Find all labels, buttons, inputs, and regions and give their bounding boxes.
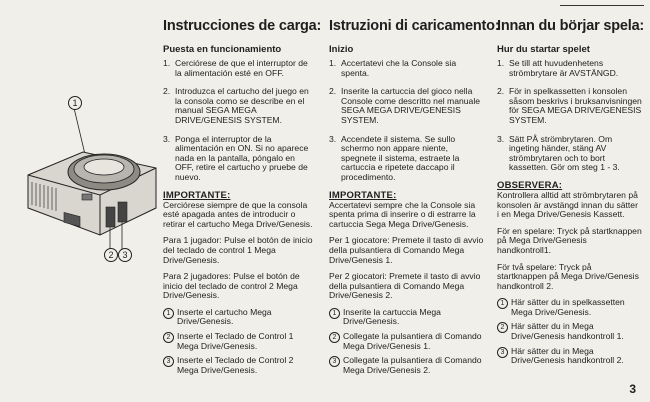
legend-number: 2: [163, 332, 174, 343]
callout-1: 1: [68, 96, 82, 110]
console-drawing: [18, 90, 158, 265]
legend-text: Inserte el Teclado de Control 2 Mega Drive/Genesis.: [177, 355, 294, 375]
legend-text: Inserite la cartuccia Mega Drive/Genesis.: [343, 306, 441, 327]
spanish-legend: [163, 308, 313, 376]
step-number: 3.: [497, 133, 505, 144]
step-text: Ponga el interruptor de la alimentación en ON. Si no aparece nada en la pantalla, póngalo en OFF, retire el cartucho y pruebe de nuevo.: [175, 133, 309, 182]
step-number: 2.: [329, 86, 337, 97]
step-number: 1.: [497, 58, 505, 68]
step-text: Introduzca el cartucho del juego en la consola como se describe en el manual SEGA MEGA DRIVE/GENESIS SYSTEM.: [175, 86, 309, 125]
italian-important-label: IMPORTANTE:: [329, 189, 397, 201]
step-item: [497, 59, 642, 78]
legend-number: 1: [497, 298, 508, 309]
legend-item: [497, 298, 642, 317]
swedish-important-text: Kontrollera alltid att strömbrytaren på konsolen är avstängd innan du sätter i en Mega Drive/Genesis Kassett.: [497, 189, 638, 220]
step-number: 2.: [163, 86, 171, 97]
italian-one-player: Per 1 giocatore: Premete il tasto di avvio della pulsantiera di Comando Mega Drive/Genesis 1.: [329, 235, 484, 265]
italian-title: Istruzioni di caricamento:: [329, 18, 500, 34]
legend-item: [163, 308, 313, 327]
spanish-important-label: IMPORTANTE:: [163, 189, 231, 201]
step-text: Inserite la cartuccia del gioco nella Console come descritto nel manuale SEGA MEGA DRIVE/GENESIS SYSTEM.: [341, 86, 481, 125]
spanish-subtitle: Puesta en funcionamiento: [163, 44, 282, 55]
legend-text: Inserte el cartucho Mega Drive/Genesis.: [177, 306, 272, 327]
step-item: [329, 135, 484, 183]
legend-text: Här sätter du in spelkassetten Mega Drive/Genesis.: [511, 297, 625, 317]
step-item: [329, 87, 484, 125]
legend-text: Collegate la pulsantiera di Comando Mega Drive/Genesis 2.: [343, 355, 482, 375]
italian-subtitle: Inizio: [329, 44, 354, 55]
legend-number: 3: [329, 356, 340, 367]
italian-two-players: Per 2 giocatori: Premete il tasto di avvio della pulsantiera di Comando Mega Drive/Genesis 2.: [329, 271, 481, 301]
spanish-one-player: Para 1 jugador: Pulse el botón de inicio del teclado de control 1 Mega Drive/Genesis.: [163, 235, 313, 265]
legend-text: Inserte el Teclado de Control 1 Mega Drive/Genesis.: [177, 331, 294, 351]
step-item: [497, 87, 642, 125]
swedish-one-player: För en spelare: Tryck på startknappen på Mega Drive/Genesis handkontroll1.: [497, 225, 642, 255]
step-item: [163, 87, 313, 125]
legend-text: Här sätter du in Mega Drive/Genesis handkontroll 1.: [511, 321, 624, 342]
step-text: Accertatevi che la Console sia spenta.: [341, 58, 457, 78]
italian-important-text: Accertatevi sempre che la Console sia spenta prima di inserire o di estrarre la cartuccia Sega Mega Drive/Genesis.: [329, 199, 476, 229]
italian-legend: [329, 308, 484, 376]
legend-item: [329, 308, 484, 327]
legend-number: 2: [329, 332, 340, 343]
step-text: Sätt PÅ strömbrytaren. Om ingeting händer, stäng AV strömbrytaren och to bort kassetten. Gör om steg 1 - 3.: [509, 133, 620, 173]
legend-item: [163, 356, 313, 375]
swedish-legend: [497, 298, 642, 366]
step-text: Cerciórese de que el interruptor de la alimentación esté en OFF.: [175, 58, 308, 78]
spanish-column: [163, 18, 322, 380]
italian-column: [329, 18, 500, 380]
callout-2: 2: [104, 248, 118, 262]
legend-number: 3: [163, 356, 174, 367]
step-number: 3.: [163, 133, 171, 144]
swedish-steps: [497, 59, 642, 173]
spanish-steps: [163, 59, 313, 183]
step-number: 2.: [497, 86, 505, 97]
step-number: 3.: [329, 133, 337, 144]
legend-item: [329, 332, 484, 351]
spanish-two-players: Para 2 jugadores: Pulse el botón de inicio del teclado de control 2 Mega Drive/Genesis.: [163, 271, 300, 301]
page-number: 3: [629, 382, 636, 396]
step-text: Se till att huvudenhetens strömbrytare är AVSTÄNGD.: [509, 58, 619, 78]
step-item: [497, 135, 642, 173]
callout-3: 3: [118, 248, 132, 262]
legend-text: Här sätter du in Mega Drive/Genesis handkontroll 2.: [511, 345, 624, 366]
step-item: [163, 59, 313, 78]
legend-number: 2: [497, 322, 508, 333]
swedish-column: [497, 18, 645, 371]
legend-item: [497, 322, 642, 341]
console-illustration: [18, 90, 158, 265]
legend-item: [163, 332, 313, 351]
swedish-important-label: OBSERVERA:: [497, 179, 563, 191]
step-text: Accendete il sistema. Se sullo schermo non appare niente, spegnete il sistema, estraete la cartuccia e ripetete daccapo il procedimento.: [341, 133, 460, 182]
legend-text: Collegate la pulsantiera di Comando Mega Drive/Genesis 1.: [343, 331, 482, 351]
legend-item: [329, 356, 484, 375]
legend-number: 3: [497, 347, 508, 358]
step-number: 1.: [329, 58, 337, 68]
swedish-title: Innan du börjar spela:: [497, 18, 645, 34]
swedish-two-players: För två spelare: Tryck på startknappen på Mega Drive/Genesis handkontroll 2.: [497, 261, 639, 291]
spanish-important-text: Cerciórese siempre de que la consola esté apagada antes de introducir o retirar el cartucho Mega Drive/Genesis.: [163, 199, 313, 229]
spanish-title: Instrucciones de carga:: [163, 18, 322, 34]
step-item: [329, 59, 484, 78]
legend-number: 1: [163, 308, 174, 319]
swedish-subtitle: Hur du startar spelet: [497, 44, 590, 55]
step-number: 1.: [163, 58, 171, 68]
legend-number: 1: [329, 308, 340, 319]
legend-item: [497, 347, 642, 366]
step-text: För in spelkassetten i konsolen såsom beskrivs i bruksanvisningen för SEGA MEGA DRIVE/GENESIS SYSTEM.: [509, 86, 642, 125]
top-rule: [560, 5, 644, 6]
italian-steps: [329, 59, 484, 183]
step-item: [163, 135, 313, 183]
